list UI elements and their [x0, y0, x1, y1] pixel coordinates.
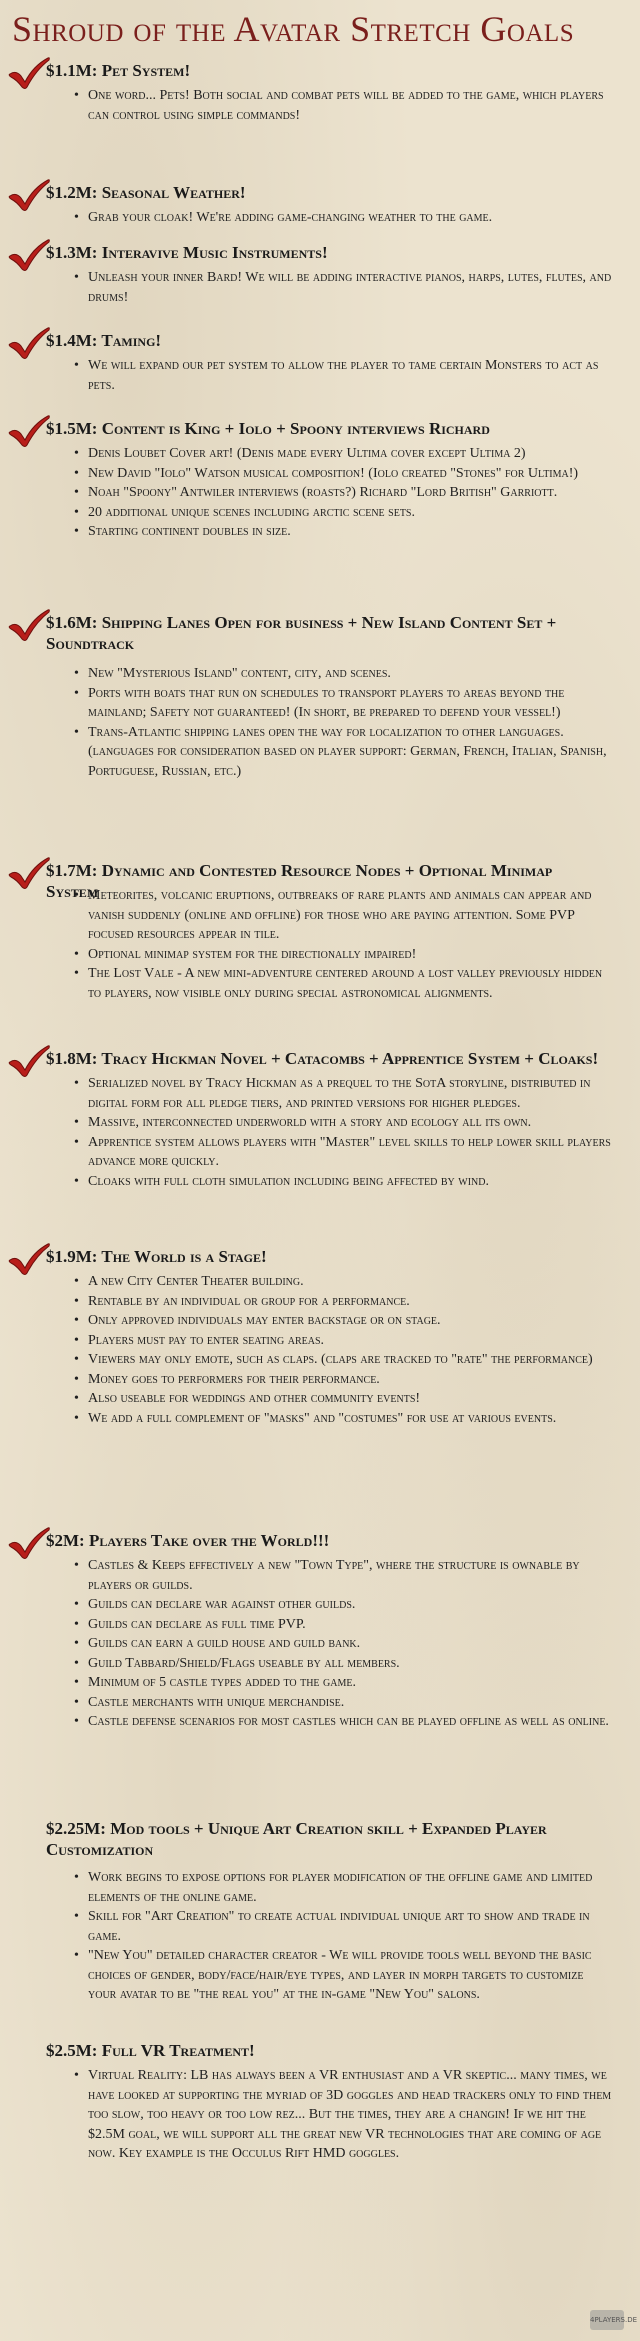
goal-item: • Unleash your inner Bard! We will be adding interactive pianos, harps, lutes, flutes, and drums! — [74, 268, 614, 307]
goal-item: • Denis Loubet Cover art! (Denis made every Ultima cover except Ultima 2) — [74, 444, 614, 464]
goal-item: • The Lost Vale - A new mini-adventure centered around a lost valley previously hidden to players, now visible only during special astronomical alignments. — [74, 964, 614, 1003]
goal-title: $1.6M: Shipping Lanes Open for business + New Island Content Set + Soundtrack — [46, 613, 557, 653]
goal-item: • Guilds can earn a guild house and guild bank. — [74, 1634, 614, 1654]
goal-item: • Also useable for weddings and other community events! — [74, 1389, 614, 1409]
goal-item: • Money goes to performers for their performance. — [74, 1370, 614, 1390]
goal-item: • A new City Center Theater building. — [74, 1272, 614, 1292]
goal-title: $1.9M: The World is a Stage! — [46, 1247, 267, 1266]
goal-item: • One word... Pets! Both social and combat pets will be added to the game, which players can control using simple commands! — [74, 86, 614, 125]
goal-item: • Guild Tabbard/Shield/Flags useable by all members. — [74, 1654, 614, 1674]
goal-item: • Castles & Keeps effectively a new "Town Type", where the structure is ownable by players or guilds. — [74, 1556, 614, 1595]
goal-item: • 20 additional unique scenes including arctic scene sets. — [74, 503, 614, 523]
goal-item: • Virtual Reality: LB has always been a VR enthusiast and a VR skeptic... many times, we have looked at supporting the myriad of 3D goggles and head trackers only to find them too slow, too heavy or too low rez... But the times, they are a changin! If we hit the $2.5M goal, we will support all the great new VR technologies that are coming of age now. Key example is the Occulus Rift HMD goggles. — [74, 2066, 614, 2164]
goal-items — [74, 886, 614, 1003]
goal-item: • Meteorites, volcanic eruptions, outbreaks of rare plants and animals can appear and vanish suddenly (online and offline) for those who are paying attention. Some PVP focused resources appear in tile. — [74, 886, 614, 945]
goal-items — [74, 86, 614, 125]
goal-items — [74, 1556, 614, 1732]
goal-item: • Players must pay to enter seating areas. — [74, 1331, 614, 1351]
goal-items — [74, 356, 614, 395]
goal-items — [74, 664, 614, 781]
goal-item: • Optional minimap system for the directionally impaired! — [74, 945, 614, 965]
goal-title: $1.7M: Dynamic and Contested Resource Nodes + Optional Minimap System — [46, 861, 553, 901]
goal-items — [74, 1074, 614, 1191]
goal-item: • New David "Iolo" Watson musical composition! (Iolo created "Stones" for Ultima!) — [74, 464, 614, 484]
goal-title: $1.1M: Pet System! — [46, 61, 191, 80]
goal-items — [74, 1272, 614, 1428]
goal-title: $1.3M: Interavive Music Instruments! — [46, 243, 328, 262]
goal-title: $2.25M: Mod tools + Unique Art Creation skill + Expanded Player Customization — [46, 1819, 547, 1859]
page-title: Shroud of the Avatar Stretch Goals — [12, 9, 575, 49]
goal-title: $1.5M: Content is King + Iolo + Spoony interviews Richard — [46, 419, 490, 438]
goal-item: • Apprentice system allows players with "Master" level skills to help lower skill players advance more quickly. — [74, 1133, 614, 1172]
goal-item: • Ports with boats that run on schedules to transport players to areas beyond the mainland; Safety not guaranteed! (In short, be prepared to defend your vessel!) — [74, 684, 614, 723]
goal-item: • Starting continent doubles in size. — [74, 522, 614, 542]
goal-item: • We add a full complement of "masks" and "costumes" for use at various events. — [74, 1409, 614, 1429]
goal-item: • Castle merchants with unique merchandise. — [74, 1693, 614, 1713]
goal-items — [74, 2066, 614, 2164]
goal-item: • New "Mysterious Island" content, city, and scenes. — [74, 664, 614, 684]
goal-title: $1.2M: Seasonal Weather! — [46, 183, 246, 202]
goal-item: • Serialized novel by Tracy Hickman as a prequel to the SotA storyline, distributed in digital form for all pledge tiers, and printed versions for higher pledges. — [74, 1074, 614, 1113]
goal-items — [74, 268, 614, 307]
goal-items — [74, 208, 614, 228]
goal-item: • Grab your cloak! We're adding game-changing weather to the game. — [74, 208, 614, 228]
goal-item: • Minimum of 5 castle types added to the game. — [74, 1673, 614, 1693]
goal-item: • Only approved individuals may enter backstage or on stage. — [74, 1311, 614, 1331]
goal-item: • Guilds can declare as full time PVP. — [74, 1615, 614, 1635]
goal-item: • "New You" detailed character creator - We will provide tools well beyond the basic choices of gender, body/face/hair/eye types, and layer in morph targets to customize your avatar to be "the real you" at the in-game "New You" salons. — [74, 1946, 614, 2005]
goal-items — [74, 1868, 614, 2005]
goal-item: • Work begins to expose options for player modification of the offline game and limited elements of the online game. — [74, 1868, 614, 1907]
goal-title: $1.8M: Tracy Hickman Novel + Catacombs + Apprentice System + Cloaks! — [46, 1049, 599, 1068]
goal-item: • Noah "Spoony" Antwiler interviews (roasts?) Richard "Lord British" Garriott. — [74, 483, 614, 503]
goal-item: • Rentable by an individual or group for a performance. — [74, 1292, 614, 1312]
goal-title: $1.4M: Taming! — [46, 331, 162, 350]
goal-item: • Cloaks with full cloth simulation including being affected by wind. — [74, 1172, 614, 1192]
goal-item: • Skill for "Art Creation" to create actual individual unique art to show and trade in game. — [74, 1907, 614, 1946]
site-logo: 4PLAYERS.DE — [590, 2310, 624, 2330]
goal-item: • Massive, interconnected underworld with a story and ecology all its own. — [74, 1113, 614, 1133]
goal-title: $2M: Players Take over the World!!! — [46, 1531, 330, 1550]
goal-item: • Trans-Atlantic shipping lanes open the way for localization to other languages. (languages for consideration based on player support: German, French, Italian, Spanish, Portuguese, Russian, etc.) — [74, 723, 614, 782]
goal-item: • Castle defense scenarios for most castles which can be played offline as well as online. — [74, 1712, 614, 1732]
goal-item: • Viewers may only emote, such as claps. (claps are tracked to "rate" the performance) — [74, 1350, 614, 1370]
goal-item: • We will expand our pet system to allow the player to tame certain Monsters to act as pets. — [74, 356, 614, 395]
goal-title: $2.5M: Full VR Treatment! — [46, 2041, 255, 2060]
goal-item: • Guilds can declare war against other guilds. — [74, 1595, 614, 1615]
goal-items — [74, 444, 614, 542]
